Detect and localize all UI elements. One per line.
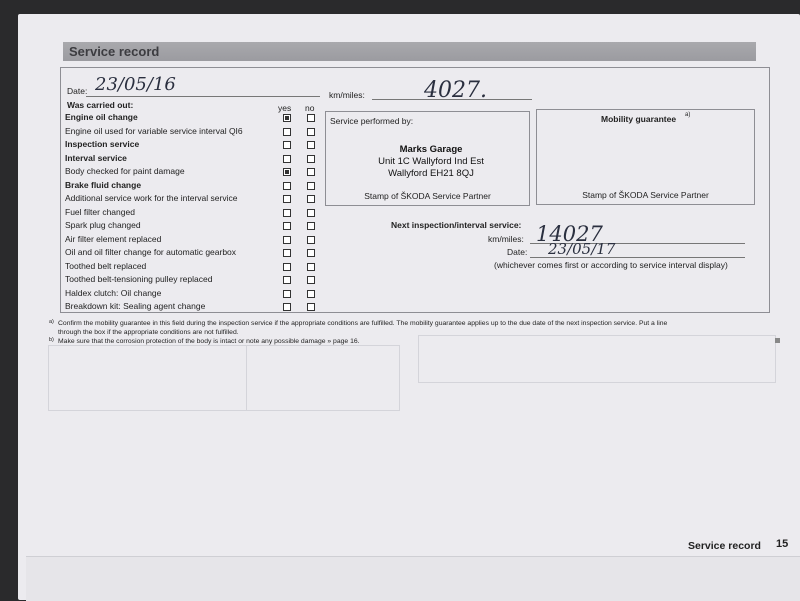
yes-checkbox[interactable] — [283, 195, 291, 203]
yes-checkbox[interactable] — [283, 290, 291, 298]
stamp-line-address: Unit 1C Wallyford Ind Est — [378, 156, 484, 167]
checklist-item-label: Breakdown kit: Sealing agent change — [65, 301, 206, 311]
date-line — [86, 96, 320, 97]
next-date-handwritten: 23/05/17 — [548, 240, 616, 258]
no-checkbox[interactable] — [307, 276, 315, 284]
yes-checkbox[interactable] — [283, 209, 291, 217]
checklist-item-label: Toothed belt-tensioning pulley replaced — [65, 274, 213, 284]
service-stamp-caption: Stamp of ŠKODA Service Partner — [364, 191, 491, 201]
checklist-item-label: Fuel filter changed — [65, 206, 135, 217]
no-checkbox[interactable] — [307, 222, 315, 230]
yes-checkbox[interactable] — [283, 155, 291, 163]
checklist-row — [60, 273, 320, 286]
yes-checkbox[interactable] — [283, 128, 291, 136]
checklist-row — [60, 233, 320, 246]
mobility-stamp-caption: Stamp of ŠKODA Service Partner — [582, 190, 709, 200]
checklist-row — [60, 206, 320, 219]
no-checkbox[interactable] — [307, 209, 315, 217]
no-checkbox[interactable] — [307, 141, 315, 149]
checklist-row — [60, 165, 320, 178]
checklist-row — [60, 260, 320, 273]
checklist-row — [60, 179, 320, 192]
next-inspection-label: Next inspection/interval service: — [391, 220, 522, 230]
section-title: Service record — [63, 42, 756, 61]
checklist-row — [60, 125, 320, 138]
yes-checkbox[interactable] — [283, 168, 291, 176]
service-stamp-box — [325, 111, 530, 206]
no-checkbox[interactable] — [307, 182, 315, 190]
yes-checkbox[interactable] — [283, 236, 291, 244]
no-checkbox[interactable] — [307, 236, 315, 244]
checklist-row — [60, 300, 320, 313]
no-checkbox[interactable] — [307, 128, 315, 136]
next-date-label: Date: — [507, 247, 528, 257]
checklist-row — [60, 152, 320, 165]
yes-checkbox[interactable] — [283, 276, 291, 284]
mobility-guarantee-box — [536, 109, 755, 205]
page-number: 15 — [776, 538, 789, 550]
checklist-item-label: Brake fluid change — [65, 179, 142, 190]
no-checkbox[interactable] — [307, 195, 315, 203]
footnote-b: Make sure that the corrosion protection of the body is intact or note any possible damage » page 16. — [58, 338, 360, 345]
km-label: km/miles: — [329, 90, 365, 100]
checklist-item-label: Body checked for paint damage — [65, 166, 185, 176]
checklist-item-label: Inspection service — [65, 139, 140, 149]
yes-checkbox[interactable] — [283, 182, 291, 190]
checklist-item-label: Air filter element replaced — [65, 233, 162, 244]
checklist-item-label: Interval service — [65, 152, 127, 163]
checklist-row — [60, 192, 320, 205]
checklist-item-label: Engine oil change — [65, 112, 138, 122]
service-performed-label: Service performed by: — [330, 116, 414, 126]
km-handwritten: 4027. — [424, 78, 487, 103]
next-interval-note: (whichever comes first or according to service interval display) — [494, 260, 728, 270]
checklist-item-label: Oil and oil filter change for automatic gearbox — [65, 247, 237, 257]
stamp-line-town: Wallyford EH21 8QJ — [388, 168, 474, 179]
next-page-edge — [26, 556, 800, 601]
footer-title: Service record — [688, 540, 761, 552]
no-checkbox[interactable] — [307, 290, 315, 298]
yes-checkbox[interactable] — [283, 222, 291, 230]
next-km-handwritten: 14027 — [536, 222, 603, 246]
checklist-item-label: Engine oil used for variable service interval QI6 — [65, 125, 243, 136]
checklist-row — [60, 111, 320, 124]
carried-out-label: Was carried out: — [67, 100, 134, 110]
yes-header: yes — [278, 103, 292, 113]
no-checkbox[interactable] — [307, 263, 315, 271]
date-label: Date: — [67, 86, 88, 96]
next-km-label: km/miles: — [488, 234, 524, 244]
checklist-item-label: Toothed belt replaced — [65, 260, 147, 271]
show-through-box — [246, 345, 400, 411]
no-checkbox[interactable] — [307, 168, 315, 176]
checklist-row — [60, 287, 320, 300]
show-through-box — [418, 335, 776, 383]
yes-checkbox[interactable] — [283, 303, 291, 311]
checklist-item-label: Spark plug changed — [65, 220, 141, 230]
no-checkbox[interactable] — [307, 249, 315, 257]
no-checkbox[interactable] — [307, 303, 315, 311]
date-handwritten: 23/05/16 — [95, 74, 176, 95]
garage-stamp — [361, 144, 501, 180]
mobility-guarantee-label: Mobility guarantee — [601, 114, 677, 124]
checklist-row — [60, 219, 320, 232]
checklist-item-label: Additional service work for the interval service — [65, 193, 238, 203]
footnote-a-marker: a) — [685, 112, 691, 118]
footnote-a: Confirm the mobility guarantee in this field during the inspection service if the appropriate conditions are fulfilled. The mobility guarantee applies up to the due date of the next inspection service. Put a line — [58, 320, 668, 327]
page-marker — [775, 338, 780, 343]
checklist-row — [60, 246, 320, 259]
yes-checkbox[interactable] — [283, 249, 291, 257]
footnote-a-cont: through the box if the appropriate conditions are not fulfilled. — [58, 329, 239, 336]
no-checkbox[interactable] — [307, 155, 315, 163]
yes-checkbox[interactable] — [283, 114, 291, 122]
footnote-a-index: a) — [49, 319, 54, 325]
no-checkbox[interactable] — [307, 114, 315, 122]
checklist-row — [60, 138, 320, 151]
yes-checkbox[interactable] — [283, 141, 291, 149]
yes-checkbox[interactable] — [283, 263, 291, 271]
no-header: no — [305, 103, 315, 113]
checklist-item-label: Haldex clutch: Oil change — [65, 287, 162, 298]
footnote-b-index: b) — [49, 337, 54, 343]
stamp-line-name: Marks Garage — [399, 144, 463, 155]
